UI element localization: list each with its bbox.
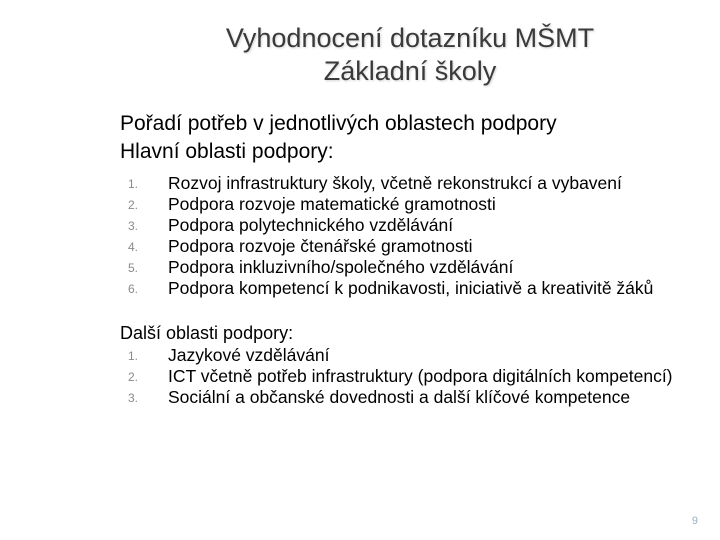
list-item-text: Podpora inkluzivního/společného vzdělávání	[168, 257, 514, 277]
other-support-list	[120, 345, 710, 407]
slide-body	[120, 110, 710, 408]
list-item-text: Podpora polytechnického vzdělávání	[168, 215, 454, 235]
list-item-text: Sociální a občanské dovednosti a další klíčové kompetence	[168, 387, 631, 407]
page-number: 9	[691, 515, 698, 527]
section-heading	[120, 110, 710, 166]
list-item	[120, 257, 710, 277]
list-item-text: Podpora rozvoje matematické gramotnosti	[168, 194, 496, 214]
main-support-list	[120, 173, 710, 298]
heading-line-2: Hlavní oblasti podpory:	[120, 140, 334, 163]
list-number: 3.	[128, 219, 139, 233]
other-support-heading: Další oblasti podpory:	[120, 323, 294, 343]
list-item	[120, 215, 710, 235]
list-item	[120, 194, 710, 214]
list-item-text: Podpora kompetencí k podnikavosti, iniciativě a kreativitě žáků	[168, 278, 654, 298]
title-line-2: Základní školy	[323, 56, 497, 86]
list-item-text: Podpora rozvoje čtenářské gramotnosti	[168, 236, 473, 256]
list-number: 2.	[128, 370, 139, 384]
list-number: 5.	[128, 261, 139, 275]
list-item-text: ICT včetně potřeb infrastruktury (podpora digitálních kompetencí)	[168, 366, 673, 386]
list-item	[120, 236, 710, 256]
slide-title	[120, 22, 700, 88]
list-number: 1.	[128, 177, 139, 191]
list-item-text: Rozvoj infrastruktury školy, včetně rekonstrukcí a vybavení	[168, 173, 622, 193]
list-item	[120, 173, 710, 193]
list-number: 2.	[128, 198, 139, 212]
title-line-1: Vyhodnocení dotazníku MŠMT	[225, 23, 595, 53]
list-number: 1.	[128, 349, 139, 363]
list-item	[120, 366, 710, 386]
list-item	[120, 387, 710, 407]
list-number: 6.	[128, 282, 139, 296]
heading-line-1: Pořadí potřeb v jednotlivých oblastech podpory	[120, 112, 557, 135]
list-item-text: Jazykové vzdělávání	[168, 345, 330, 365]
list-number: 3.	[128, 391, 139, 405]
list-item	[120, 278, 710, 298]
list-item	[120, 345, 710, 365]
list-number: 4.	[128, 240, 139, 254]
